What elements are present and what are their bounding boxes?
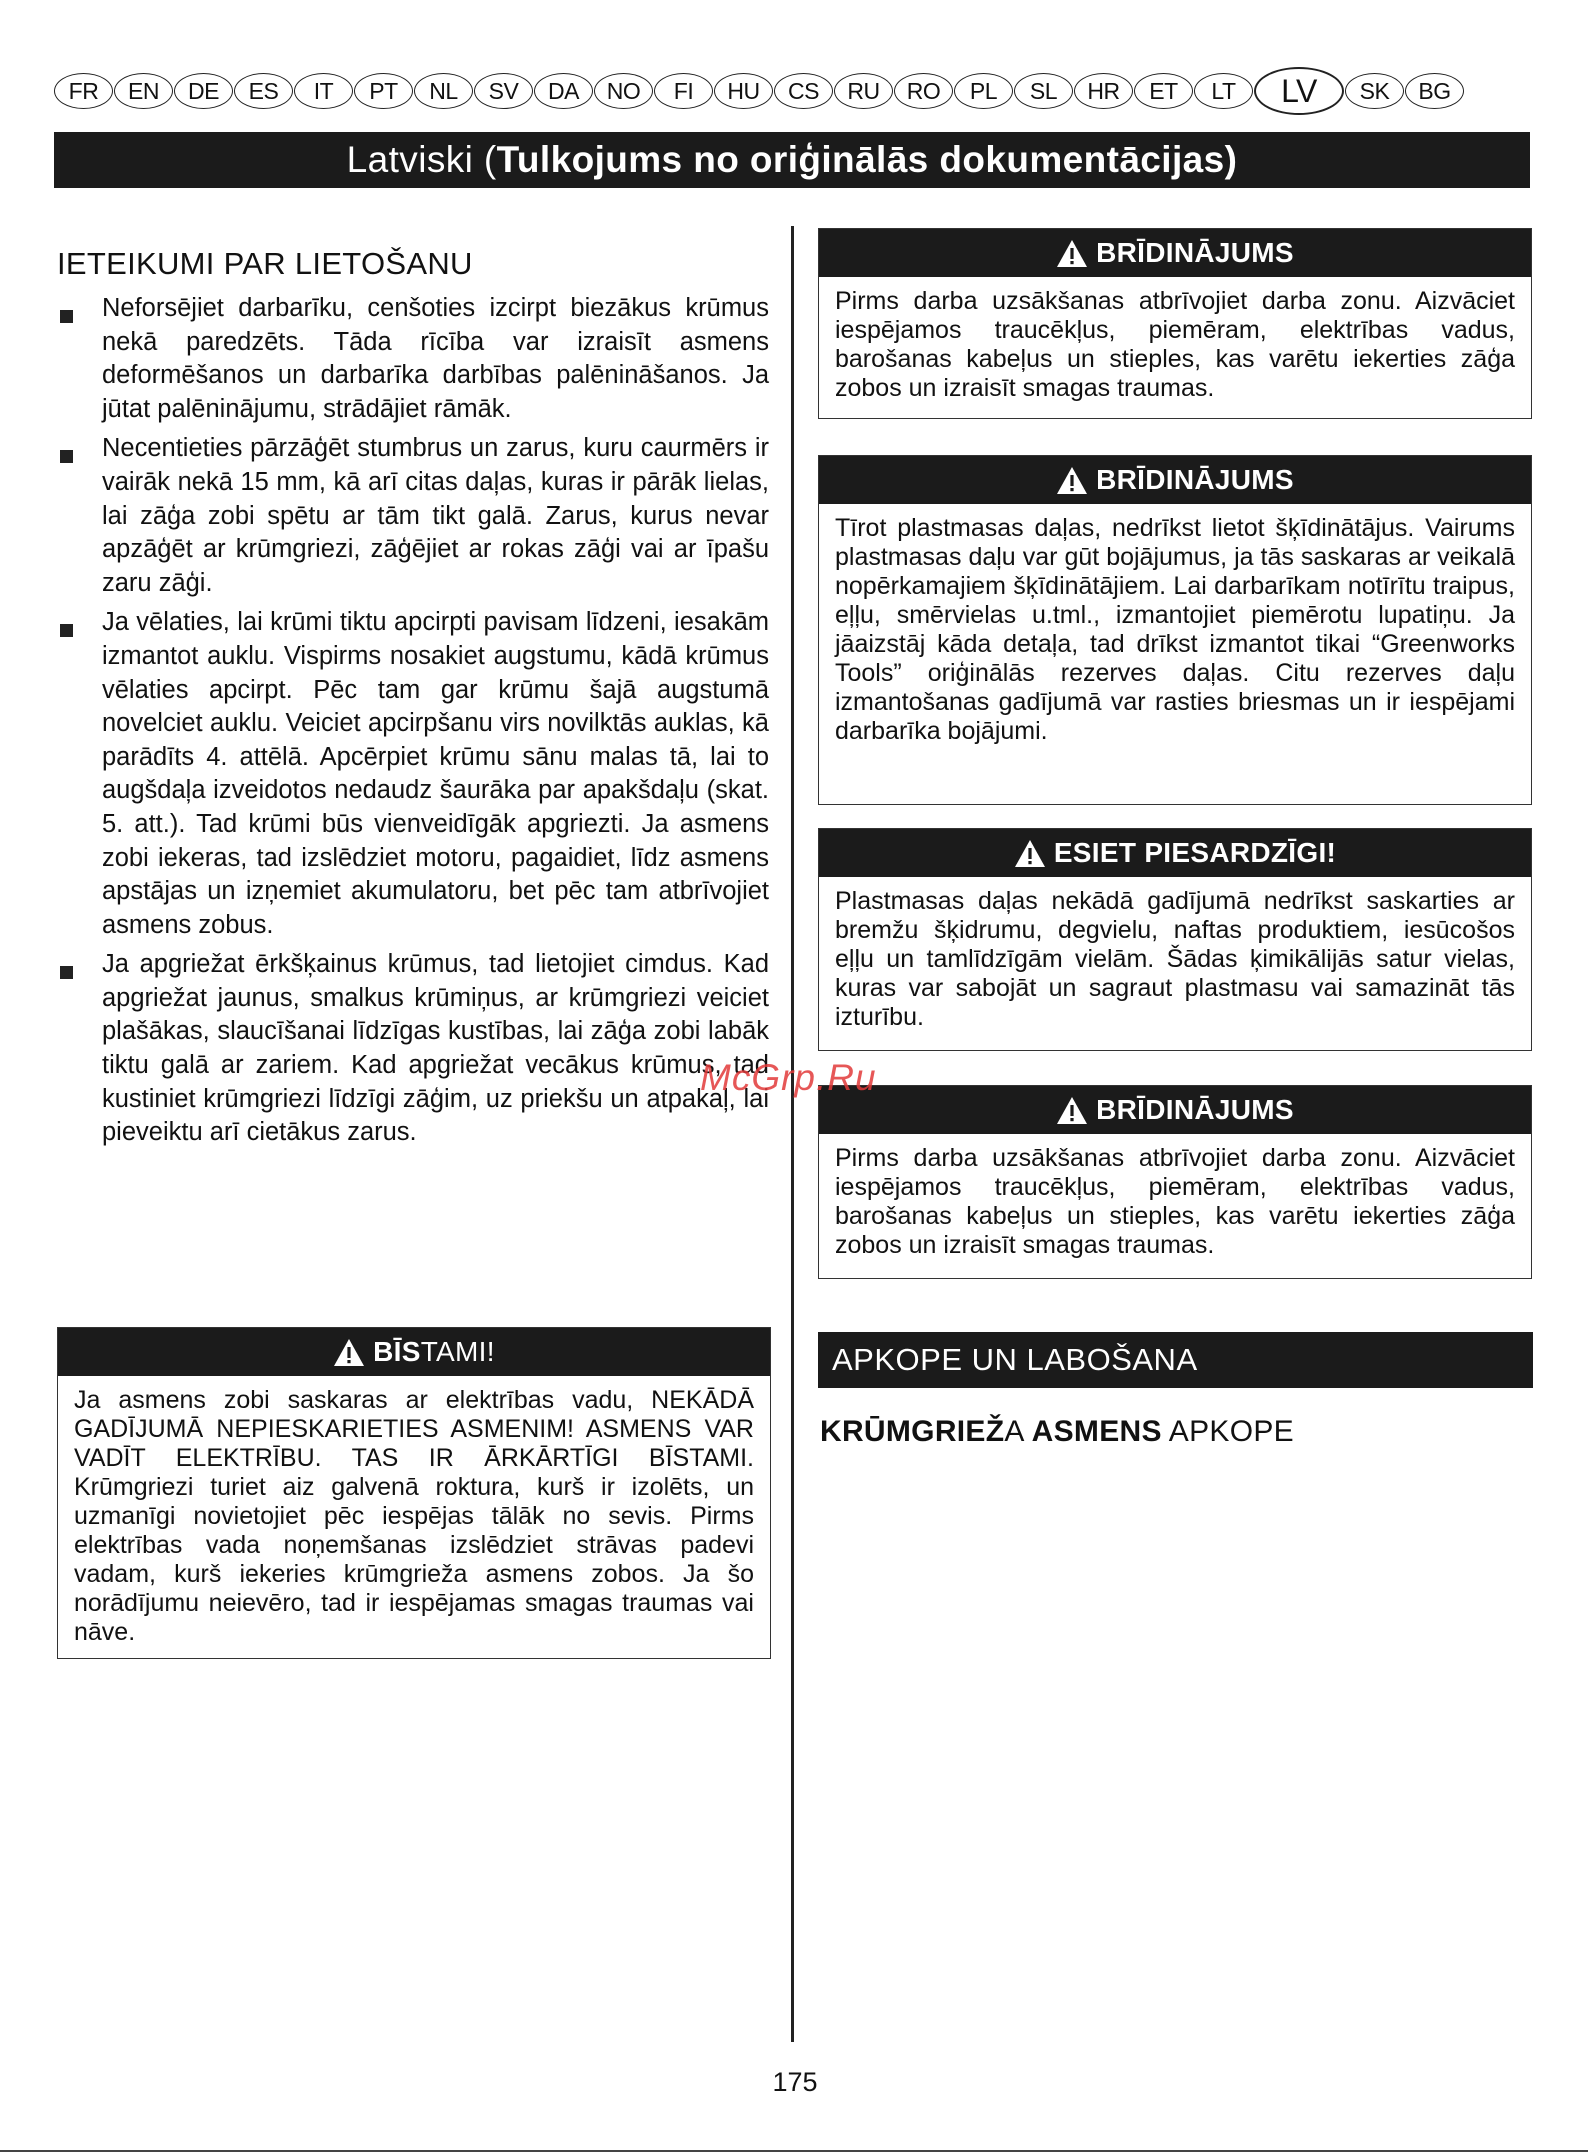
warning-triangle-icon: [333, 1338, 365, 1367]
language-tab-hr[interactable]: HR: [1074, 73, 1133, 109]
caution-box-header: [819, 829, 1531, 877]
danger-label-rest: TAMI!: [420, 1336, 495, 1367]
danger-box-text: Ja asmens zobi saskaras ar elektrības vadu, NEKĀDĀ GADĪJUMĀ NEPIESKARIETIES ASMENIM! ASMENS VAR VADĪT ELEKTRĪBU. TAS IR ĀRKĀRTĪGI BĪSTAMI. Krūmgriezi turiet aiz galvenā roktura, kurš ir izolēts, un uzmanīgi novietojiet pēc iespējas tālāk no sevis. Pirms elektrības vada noņemšanas izslēdziet strāvas padevi vadam, kurš iekeries krūmgrieža asmens zobos. Ja šo norādījumu neievēro, tad ir iespējamas smagas traumas vai nāve.: [74, 1386, 754, 1646]
language-tab-it[interactable]: IT: [294, 73, 353, 109]
list-item: [57, 432, 769, 600]
title-light: Latviski (: [346, 139, 497, 180]
warning-label: BRĪDINĀJUMS: [1096, 464, 1294, 495]
language-tab-sl[interactable]: SL: [1014, 73, 1073, 109]
warning-box-header: [819, 229, 1531, 277]
language-tab-nl[interactable]: NL: [414, 73, 473, 109]
list-item: [57, 948, 769, 1150]
warning-box-3: [818, 1085, 1532, 1279]
list-item-text: Neforsējiet darbarīku, cenšoties izcirpt biezākus krūmus nekā paredzēts. Tāda rīcība var izraisīt asmens deformēšanos un darbarīka darbības palēnināšanos. Ja jūtat palēninājumu, strādājiet rāmāk.: [102, 294, 769, 423]
language-tab-lt[interactable]: LT: [1194, 73, 1253, 109]
caution-box-text: Plastmasas daļas nekādā gadījumā nedrīkst saskarties ar bremžu šķidrumu, degvielu, naftas produktiem, iesūcošos eļļu un tamlīdzīgām vielām. Šādas ķimikālijās satur vielas, kuras var sabojāt un sagraut plastmasu vai samazināt tās izturību.: [835, 887, 1515, 1031]
language-tab-sk[interactable]: SK: [1345, 73, 1404, 109]
maintenance-section-title: APKOPE UN LABOŠANA: [818, 1332, 1533, 1388]
language-tab-da[interactable]: DA: [534, 73, 593, 109]
warning-label: BRĪDINĀJUMS: [1096, 1094, 1294, 1125]
language-tab-de[interactable]: DE: [174, 73, 233, 109]
bullet-square-icon: [60, 450, 73, 463]
language-tab-no[interactable]: NO: [594, 73, 653, 109]
caution-label: ESIET PIESARDZĪGI!: [1053, 837, 1337, 868]
danger-label-bold: BĪS: [373, 1336, 421, 1367]
language-tab-ro[interactable]: RO: [894, 73, 953, 109]
warning-triangle-icon: [1014, 839, 1046, 868]
usage-tips-list: [57, 292, 769, 1156]
title-bold: Tulkojums no oriģinālās dokumentācijas): [496, 139, 1238, 180]
bullet-square-icon: [60, 624, 73, 637]
language-tab-fr[interactable]: FR: [54, 73, 113, 109]
language-tab-ru[interactable]: RU: [834, 73, 893, 109]
warning-box-text: Pirms darba uzsākšanas atbrīvojiet darba zonu. Aizvāciet iespējamos traucēkļus, piemēram, elektrības vadus, barošanas kabeļus un stieples, kas varētu iekerties zāģa zobos un izraisīt smagas traumas.: [835, 287, 1515, 402]
warning-triangle-icon: [1056, 466, 1088, 495]
language-tab-hu[interactable]: HU: [714, 73, 773, 109]
language-tab-fi[interactable]: FI: [654, 73, 713, 109]
warning-label: BRĪDINĀJUMS: [1096, 237, 1294, 268]
language-selector: [54, 71, 1534, 111]
warning-triangle-icon: [1056, 1096, 1088, 1125]
list-item: [57, 292, 769, 426]
bullet-square-icon: [60, 310, 73, 323]
list-item-text: Ja vēlaties, lai krūmi tiktu apcirpti pavisam līdzeni, iesakām izmantot auklu. Vispirms nosakiet augstumu, kādā krūmus vēlaties apcirpt. Pēc tam gar krūmu šajā augstumā novelciet auklu. Veiciet apcirpšanu virs novilktās auklas, kā parādīts 4. attēlā. Apcērpiet krūmu sānu malas tā, lai to augšdaļa izveidotos nedaudz šaurāka par apakšdaļu (skat. 5. att.). Tad krūmi būs vienveidīgāk apgriezti. Ja asmens zobi iekeras, tad izslēdziet motoru, pagaidiet, līdz asmens apstājas un izņemiet akumulatoru, bet pēc tam atbrīvojiet asmens zobus.: [102, 608, 769, 939]
warning-box-2: [818, 455, 1532, 805]
danger-box: [57, 1327, 771, 1659]
warning-box-header: [819, 1086, 1531, 1134]
language-tab-cs[interactable]: CS: [774, 73, 833, 109]
list-item-text: Necentieties pārzāģēt stumbrus un zarus, kuru caurmērs ir vairāk nekā 15 mm, kā arī citas daļas, kuras ir pārāk lielas, lai zāģa zobi spētu ar tām tikt galā. Zarus, kurus nevar apzāģēt ar krūmgriezi, zāģējiet ar rokas zāģi vai ar īpašu zaru zāģi.: [102, 434, 769, 597]
column-divider: [791, 226, 794, 2042]
list-item-text: Ja apgriežat ērkšķainus krūmus, tad lietojiet cimdus. Kad apgriežat jaunus, smalkus krūmiņus, ar krūmgriezi veiciet plašākas, slaucīšanai līdzīgas kustības, lai zāģa zobi labāk tiktu galā ar zariem. Kad apgriežat vecākus krūmus, tad kustiniet krūmgriezi līdzīgi zāģim, uz priekšu un atpakaļ, lai pieveiktu arī cietākus zarus.: [102, 950, 769, 1147]
page-number: 175: [772, 2067, 818, 2097]
warning-box-1: [818, 228, 1532, 419]
language-tab-et[interactable]: ET: [1134, 73, 1193, 109]
language-tab-es[interactable]: ES: [234, 73, 293, 109]
danger-box-header: [58, 1328, 770, 1376]
warning-box-text: Tīrot plastmasas daļas, nedrīkst lietot šķīdinātājus. Vairums plastmasas daļu var gūt bojājumus, ja tās saskaras ar veikalā nopērkamajiem šķīdinātājiem. Lai darbarīkam notīrītu traipus, eļļu, smērvielas u.tml., izmantojiet piemērotu lupatiņu. Ja jāaizstāj kāda detaļa, tad drīkst izmantot tikai “Greenworks Tools” oriģinālās rezerves daļas. Citu rezerves daļu izmantošanas gadījumā var rasties briesmas un ir iespējami darbarīka bojājumi.: [835, 514, 1515, 745]
language-tab-pt[interactable]: PT: [354, 73, 413, 109]
warning-box-header: [819, 456, 1531, 504]
warning-triangle-icon: [1056, 239, 1088, 268]
bullet-square-icon: [60, 966, 73, 979]
blade-maintenance-heading: KRŪMGRIEŽA ASMENS APKOPE: [820, 1415, 1294, 1448]
language-tab-pl[interactable]: PL: [954, 73, 1013, 109]
warning-box-text: Pirms darba uzsākšanas atbrīvojiet darba zonu. Aizvāciet iespējamos traucēkļus, piemēram, elektrības vadus, barošanas kabeļus un stieples, kas varētu iekerties zāģa zobos un izraisīt smagas traumas.: [835, 1144, 1515, 1259]
language-tab-en[interactable]: EN: [114, 73, 173, 109]
bottom-rule: [0, 2150, 1588, 2152]
page-title: [54, 132, 1530, 188]
caution-box: [818, 828, 1532, 1051]
usage-tips-heading: IETEIKUMI PAR LIETOŠANU: [57, 246, 473, 281]
watermark: McGrp.Ru: [700, 1057, 877, 1098]
language-tab-bg[interactable]: BG: [1405, 73, 1464, 109]
language-tab-sv[interactable]: SV: [474, 73, 533, 109]
language-tab-lv[interactable]: LV: [1254, 67, 1344, 115]
list-item: [57, 606, 769, 942]
